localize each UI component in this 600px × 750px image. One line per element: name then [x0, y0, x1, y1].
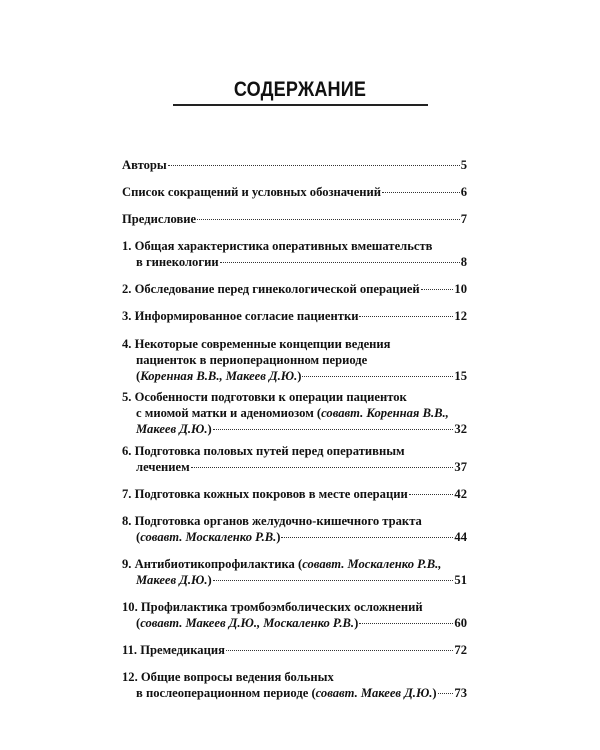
toc-entry-last-line — [122, 615, 467, 631]
toc-entry-text: ( — [136, 616, 141, 630]
toc-entry-line — [122, 389, 467, 405]
dot-leader — [359, 623, 453, 624]
toc-entry — [122, 184, 467, 200]
toc-entry-text: пациенток в периоперационном периоде — [136, 353, 368, 367]
toc-entry-line — [122, 556, 467, 572]
toc-entry-last-line — [122, 368, 467, 384]
toc-page-number: 51 — [454, 573, 467, 587]
toc-entry-text: 12. Общие вопросы ведения больных — [122, 670, 334, 684]
toc-author-text: Макеев Д.Ю. — [136, 422, 208, 436]
toc-entry-last-line — [122, 572, 467, 588]
toc-entry-line — [122, 599, 467, 615]
toc-entry-text: ) — [207, 422, 212, 436]
toc-entry-last-line — [122, 486, 467, 502]
toc-entry-text: Авторы — [122, 158, 167, 172]
toc-entry-line — [122, 443, 467, 459]
toc-author-text: Коренная В.В., Макеев Д.Ю. — [140, 369, 298, 383]
toc-entry-text: 8. Подготовка органов желудочно-кишечного тракта — [122, 514, 422, 528]
toc-entry — [122, 336, 467, 384]
toc-entry-text: 10. Профилактика тромбоэмболических осложнений — [122, 600, 423, 614]
toc-entry-text: ) — [354, 616, 359, 630]
toc-entry-text: 6. Подготовка половых путей перед оперативным — [122, 444, 405, 458]
toc-entry-text: Предисловие — [122, 212, 197, 226]
dot-leader — [359, 316, 453, 317]
toc-entry-text: ( — [136, 369, 141, 383]
toc-entry-last-line — [122, 281, 467, 297]
toc-author-text: совавт. Коренная В.В., — [321, 406, 449, 420]
dot-leader — [281, 537, 453, 538]
toc-author-text: совавт. Макеев Д.Ю., Москаленко Р.В. — [140, 616, 355, 630]
toc-entry-text: 11. Премедикация — [122, 643, 225, 657]
toc-author-text: совавт. Москаленко Р.В. — [140, 530, 277, 544]
toc-entry-line — [122, 513, 467, 529]
dot-leader — [409, 494, 454, 495]
toc-entry-text: ) — [207, 573, 212, 587]
toc-entry — [122, 389, 467, 437]
toc-entry — [122, 486, 467, 502]
toc-page-number: 6 — [460, 185, 467, 199]
toc-entry-text: 1. Общая характеристика оперативных вмешательств — [122, 239, 433, 253]
toc-author-text: совавт. Макеев Д.Ю. — [315, 686, 433, 700]
toc-entry-line — [122, 669, 467, 685]
toc-page-number: 32 — [454, 422, 467, 436]
toc-entry — [122, 238, 467, 270]
toc-entry-text: ) — [432, 686, 437, 700]
toc-entry — [122, 211, 467, 227]
toc-page-number: 44 — [454, 530, 467, 544]
toc-entry-last-line — [122, 685, 467, 701]
toc-entry-text: с миомой матки и аденомиозом ( — [136, 406, 322, 420]
toc-page-number: 72 — [454, 643, 467, 657]
toc-page-number: 60 — [454, 616, 467, 630]
dot-leader — [226, 650, 454, 651]
toc-entry-last-line — [122, 254, 467, 270]
toc-entry-last-line — [122, 157, 467, 173]
toc-entry — [122, 556, 467, 588]
toc-entry-text: 9. Антибиотикопрофилактика ( — [122, 557, 303, 571]
dot-leader — [421, 289, 454, 290]
toc-entry — [122, 642, 467, 658]
dot-leader — [382, 192, 460, 193]
toc-entry-last-line — [122, 211, 467, 227]
dot-leader — [220, 262, 460, 263]
toc-entry-line — [122, 352, 467, 368]
toc-page-number: 73 — [454, 686, 467, 700]
toc-entry-text: 2. Обследование перед гинекологической операцией — [122, 282, 420, 296]
dot-leader — [302, 376, 453, 377]
toc-page-number: 37 — [454, 460, 467, 474]
toc-page-number: 10 — [454, 282, 467, 296]
toc-entry-text: ) — [297, 369, 302, 383]
toc-page-number: 12 — [454, 309, 467, 323]
toc-entry-line — [122, 336, 467, 352]
toc-page-number: 7 — [460, 212, 467, 226]
toc-entry-text: 5. Особенности подготовки к операции пациенток — [122, 390, 407, 404]
toc-entry — [122, 599, 467, 631]
toc-entry-text: ) — [276, 530, 281, 544]
toc-entry-line — [122, 405, 467, 421]
toc-entry-text: ( — [136, 530, 141, 544]
toc-entry-last-line — [122, 459, 467, 475]
toc-entry-text: 3. Информированное согласие пациентки — [122, 309, 359, 323]
dot-leader — [213, 580, 454, 581]
dot-leader — [213, 429, 454, 430]
toc-entry-last-line — [122, 642, 467, 658]
toc-entry-last-line — [122, 421, 467, 437]
toc-entry-last-line — [122, 184, 467, 200]
dot-leader — [438, 693, 454, 694]
title-underline — [173, 104, 428, 106]
toc-entry-text: в послеоперационном периоде ( — [136, 686, 316, 700]
toc-author-text: Макеев Д.Ю. — [136, 573, 208, 587]
page-title: СОДЕРЖАНИЕ — [233, 78, 367, 101]
toc-entry-last-line — [122, 308, 467, 324]
toc-entry — [122, 669, 467, 701]
toc-entry — [122, 281, 467, 297]
toc-page-number: 8 — [460, 255, 467, 269]
dot-leader — [168, 165, 460, 166]
toc-page-number: 5 — [460, 158, 467, 172]
toc-entry-text: лечением — [136, 460, 190, 474]
dot-leader — [197, 219, 460, 220]
toc-entry-text: 7. Подготовка кожных покровов в месте операции — [122, 487, 408, 501]
toc-entry-text: Список сокращений и условных обозначений — [122, 185, 382, 199]
toc-entry-line — [122, 238, 467, 254]
toc-page-number: 15 — [454, 369, 467, 383]
toc-page-number: 42 — [454, 487, 467, 501]
toc-entry — [122, 513, 467, 545]
toc-entry-text: в гинекологии — [136, 255, 219, 269]
toc-entry — [122, 443, 467, 475]
toc-entry — [122, 308, 467, 324]
toc-entry — [122, 157, 467, 173]
toc-entry-last-line — [122, 529, 467, 545]
toc-entry-text: 4. Некоторые современные концепции ведения — [122, 337, 391, 351]
dot-leader — [191, 467, 454, 468]
toc-author-text: совавт. Москаленко Р.В., — [302, 557, 442, 571]
